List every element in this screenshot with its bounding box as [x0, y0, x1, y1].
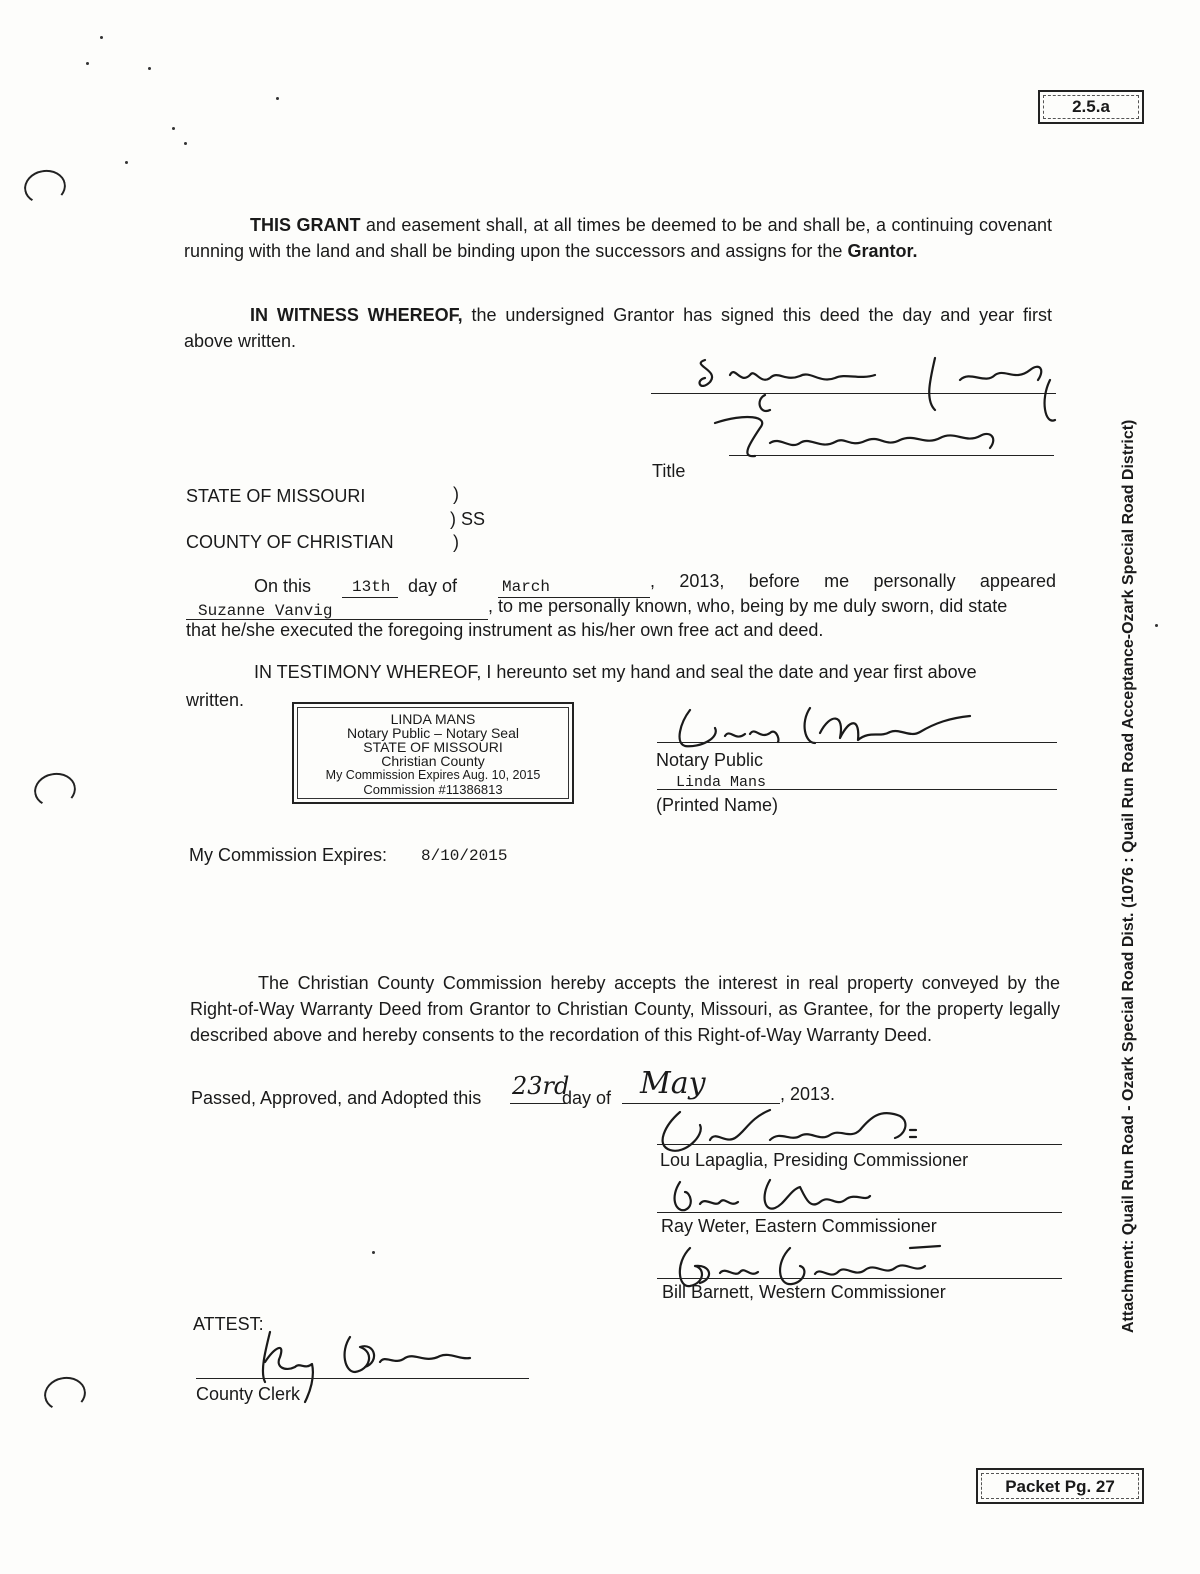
- stamp-line: STATE OF MISSOURI: [363, 739, 503, 755]
- notary-public-label: Notary Public: [656, 750, 764, 770]
- adoption-prefix: Passed, Approved, and Adopted this: [191, 1088, 482, 1108]
- commission-value: 8/10/2015: [421, 847, 508, 865]
- scan-speck: [276, 97, 279, 100]
- stamp-line: My Commission Expires Aug. 10, 2015: [325, 768, 541, 782]
- grantor-title-label: Title: [652, 461, 686, 481]
- ack-name-value: Suzanne Vanvig: [198, 602, 333, 620]
- grant-lead: THIS GRANT: [250, 215, 361, 235]
- adoption-month: May: [640, 1066, 706, 1101]
- stamp-line: Notary Public – Notary Seal: [347, 725, 519, 741]
- adoption-middle: day of: [562, 1088, 612, 1108]
- ack-day-of: day of: [408, 576, 458, 596]
- grant-paragraph: [184, 212, 1052, 264]
- ack-year-text: , 2013, before me personally appeared: [650, 571, 1056, 591]
- testimony-line-1: IN TESTIMONY WHEREOF, I hereunto set my hand and seal the date and year first above: [254, 662, 977, 682]
- venue-paren: ): [453, 484, 459, 504]
- scan-speck: [372, 1251, 375, 1254]
- notary-seal-stamp: [292, 702, 574, 804]
- eastern-signature-line: [657, 1212, 1062, 1213]
- ack-text-1: , to me personally known, who, being by me duly sworn, did state: [488, 596, 1008, 616]
- grantor-title-handwriting: [700, 408, 1020, 468]
- packet-page-label: Packet Pg. 27: [1005, 1477, 1115, 1496]
- presiding-commissioner: Lou Lapaglia, Presiding Commissioner: [660, 1150, 969, 1170]
- western-signature-line: [657, 1278, 1062, 1279]
- testimony-line-2: written.: [186, 690, 245, 710]
- notary-signature-line: [657, 742, 1057, 743]
- scan-speck: [1155, 624, 1158, 627]
- grant-end: Grantor.: [847, 241, 918, 261]
- ack-day-value: 13th: [352, 578, 391, 596]
- western-commissioner: Bill Barnett, Western Commissioner: [662, 1282, 946, 1302]
- notary-signature: [660, 698, 980, 758]
- scan-speck: [148, 67, 151, 70]
- clerk-signature-line: [196, 1378, 529, 1379]
- punch-hole: [41, 1374, 88, 1415]
- ack-on-this: On this: [254, 576, 312, 596]
- notary-printed-line: [657, 789, 1057, 790]
- scan-speck: [184, 142, 187, 145]
- attachment-side-text: Attachment: Quail Run Road - Ozark Special Road Dist. (1076 : Quail Run Road Acceptance-Ozark Special Road District): [1120, 419, 1137, 1333]
- acceptance-paragraph: The Christian County Commission hereby accepts the interest in real property conveyed by the Right-of-Way Warranty Deed from Grantor to Christian County, Missouri, as Grantee, for the property legally described above and hereby consents to the recordation of this Right-of-Way Warranty Deed.: [190, 973, 1060, 1045]
- ack-month-value: March: [502, 578, 551, 596]
- commission-label: My Commission Expires:: [189, 845, 388, 865]
- ack-day-line: [342, 597, 398, 598]
- grant-body: and easement shall, at all times be deemed to be and shall be, a continuing covenant running with the land and shall be binding upon the successors and assigns for the: [184, 215, 1053, 261]
- stamp-line: LINDA MANS: [390, 711, 476, 727]
- eastern-commissioner: Ray Weter, Eastern Commissioner: [661, 1216, 937, 1236]
- item-badge: [1038, 90, 1144, 124]
- adoption-day: 23rd: [512, 1072, 570, 1100]
- eastern-signature: [660, 1172, 920, 1222]
- scan-speck: [86, 62, 89, 65]
- punch-hole: [21, 167, 68, 208]
- scan-speck: [172, 127, 175, 130]
- ack-text-2: that he/she executed the foregoing instrument as his/her own free act and deed.: [186, 620, 824, 640]
- venue-state: STATE OF MISSOURI: [186, 486, 366, 506]
- venue-county: COUNTY OF CHRISTIAN: [186, 532, 394, 552]
- venue-paren: ): [453, 532, 459, 552]
- venue-ss: ) SS: [450, 509, 486, 529]
- packet-page-badge: [976, 1468, 1144, 1504]
- presiding-signature-line: [657, 1144, 1062, 1145]
- witness-body: the undersigned Grantor has signed this deed the day and year first above written.: [184, 305, 1052, 351]
- adoption-suffix: , 2013.: [780, 1084, 836, 1104]
- item-badge-label: 2.5.a: [1072, 97, 1110, 116]
- stamp-line: Christian County: [381, 753, 485, 769]
- clerk-label: County Clerk: [196, 1384, 301, 1404]
- attest-label: ATTEST:: [193, 1314, 264, 1334]
- punch-hole: [31, 770, 78, 811]
- printed-name-label: (Printed Name): [656, 795, 779, 815]
- witness-lead: IN WITNESS WHEREOF,: [250, 305, 463, 325]
- scan-speck: [125, 161, 128, 164]
- adoption-day-line: [510, 1103, 566, 1104]
- stamp-line: Commission #11386813: [363, 782, 503, 797]
- notary-printed-name: Linda Mans: [676, 774, 767, 791]
- scan-speck: [100, 36, 103, 39]
